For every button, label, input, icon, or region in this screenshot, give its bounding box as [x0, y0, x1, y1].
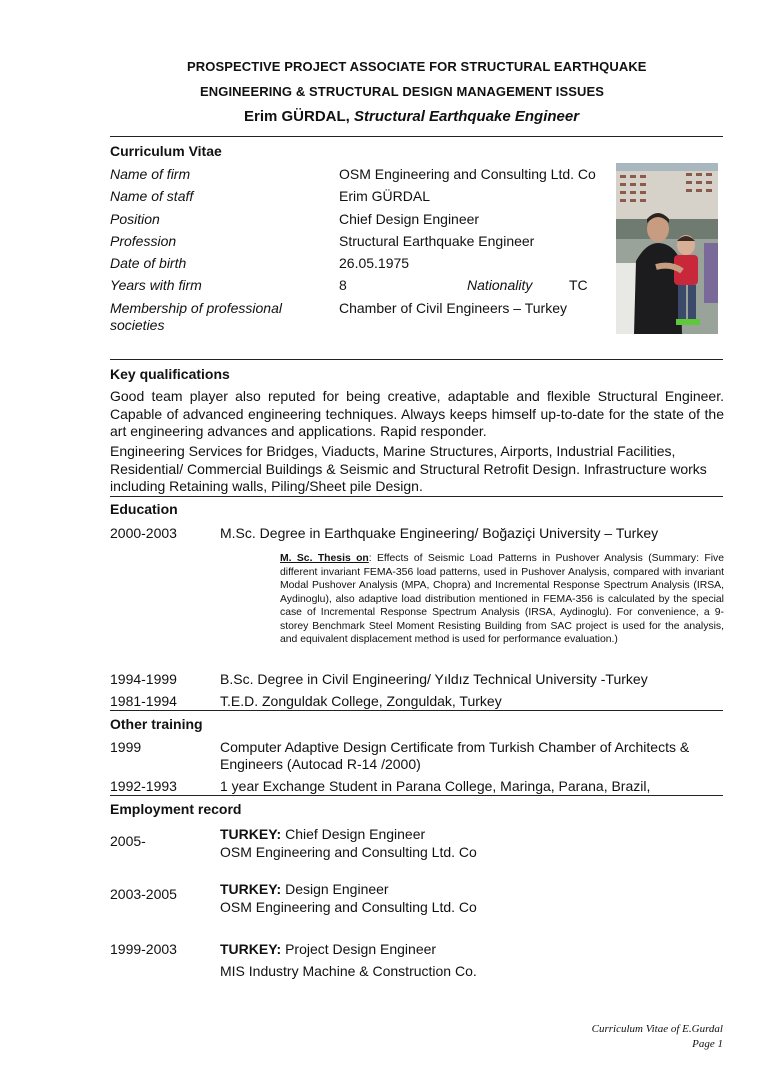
- divider: [110, 359, 723, 360]
- education-years: 1994-1999: [110, 671, 177, 687]
- employment-company: MIS Industry Machine & Construction Co.: [220, 963, 477, 979]
- education-years: 2000-2003: [110, 525, 177, 541]
- header-title-line1: PROSPECTIVE PROJECT ASSOCIATE FOR STRUCTURAL EARTHQUAKE: [187, 59, 647, 74]
- education-heading: Education: [110, 501, 178, 517]
- employment-title: Chief Design Engineer: [281, 826, 426, 842]
- education-text: T.E.D. Zonguldak College, Zonguldak, Turkey: [220, 693, 502, 709]
- thesis-summary: [280, 552, 724, 647]
- thesis-text: : Effects of Seismic Load Patterns in Pushover Analysis (Summary: Five different invariant FEMA-356 load patterns, used in Pushover Analysis, compared with invariant Modal Pushover Analysis (MPA, Chopra) and Incremental Response Spectrum Analysis (IRSA, Aydinoglu), also adaptive load distribution mentioned in FEMA-356 is calculated by the special case of Incremental Response Spectrum Analysis (IRSA, Aydinoglu). For convenience, a 9-storey Benchmark Steel Moment Resisting Building from SAC project is used for the analysis, and equivalent displacement method is used for performance evaluation.): [280, 553, 724, 645]
- employment-position: [220, 941, 436, 957]
- divider: [110, 136, 723, 137]
- education-text: M.Sc. Degree in Earthquake Engineering/ Boğaziçi University – Turkey: [220, 525, 659, 541]
- field-value: OSM Engineering and Consulting Ltd. Co: [339, 166, 596, 182]
- employment-company: OSM Engineering and Consulting Ltd. Co: [220, 844, 477, 860]
- employment-company: OSM Engineering and Consulting Ltd. Co: [220, 899, 477, 915]
- education-text: B.Sc. Degree in Civil Engineering/ Yıldız Technical University -Turkey: [220, 671, 648, 687]
- training-heading: Other training: [110, 716, 203, 732]
- divider: [110, 710, 723, 711]
- training-text-cont: Engineers (Autocad R-14 /2000): [220, 756, 421, 772]
- employment-title: Project Design Engineer: [281, 941, 437, 957]
- employment-years: 1999-2003: [110, 941, 177, 957]
- field-label: Date of birth: [110, 255, 187, 271]
- training-text: Computer Adaptive Design Certificate from Turkish Chamber of Architects &: [220, 739, 690, 755]
- field-value: Structural Earthquake Engineer: [339, 233, 535, 249]
- nationality-label: Nationality: [467, 277, 533, 293]
- footer-page-number: Page 1: [692, 1038, 723, 1050]
- field-label: Membership of professional: [110, 300, 282, 316]
- field-value: 8: [339, 277, 347, 293]
- footer-document-title: Curriculum Vitae of E.Gurdal: [591, 1023, 723, 1035]
- employment-heading: Employment record: [110, 801, 242, 817]
- thesis-label: M. Sc. Thesis on: [280, 553, 369, 564]
- field-value: 26.05.1975: [339, 255, 410, 271]
- cv-heading: Curriculum Vitae: [110, 143, 222, 159]
- header-name-line: [244, 108, 579, 125]
- nationality-value: TC: [569, 277, 588, 293]
- qualifications-paragraph: Good team player also reputed for being creative, adaptable and flexible Structural Engineer. Capable of advanced engineering techniques. Always keeps himself up-to-date for the state of the art engineering advances and applications. Rapid responder.: [110, 388, 724, 439]
- qualifications-paragraph: Engineering Services for Bridges, Viaducts, Marine Structures, Airports, Industrial Facilities, Residential/ Commercial Buildings & Seismic and Structural Retrofit Design. Infrastructure works including Retaining walls, Piling/Sheet pile Design.: [110, 443, 707, 494]
- training-years: 1999: [110, 739, 142, 755]
- employment-country: TURKEY:: [220, 826, 282, 842]
- field-label-cont: societies: [110, 317, 165, 333]
- employment-country: TURKEY:: [220, 941, 282, 957]
- field-value: Erim GÜRDAL: [339, 188, 431, 204]
- divider: [110, 795, 723, 796]
- training-text: 1 year Exchange Student in Parana College, Maringa, Parana, Brazil,: [220, 778, 651, 794]
- divider: [110, 496, 723, 497]
- field-label: Years with firm: [110, 277, 202, 293]
- photo-illustration: [616, 163, 718, 334]
- employment-years: 2005-: [110, 833, 146, 849]
- profile-photo: [616, 163, 718, 334]
- field-value: Chamber of Civil Engineers – Turkey: [339, 300, 567, 316]
- employment-country: TURKEY:: [220, 881, 282, 897]
- field-value: Chief Design Engineer: [339, 211, 480, 227]
- header-title-line2: ENGINEERING & STRUCTURAL DESIGN MANAGEMENT ISSUES: [200, 84, 605, 99]
- field-label: Name of staff: [110, 188, 194, 204]
- field-label: Position: [110, 211, 160, 227]
- employment-years: 2003-2005: [110, 886, 177, 902]
- employment-position: [220, 826, 425, 842]
- qualifications-heading: Key qualifications: [110, 366, 230, 382]
- employment-position: [220, 881, 389, 897]
- field-label: Name of firm: [110, 166, 191, 182]
- employment-title: Design Engineer: [281, 881, 389, 897]
- person-role: Structural Earthquake Engineer: [354, 108, 580, 125]
- education-years: 1981-1994: [110, 693, 177, 709]
- person-name: Erim GÜRDAL,: [244, 108, 350, 125]
- training-years: 1992-1993: [110, 778, 177, 794]
- field-label: Profession: [110, 233, 177, 249]
